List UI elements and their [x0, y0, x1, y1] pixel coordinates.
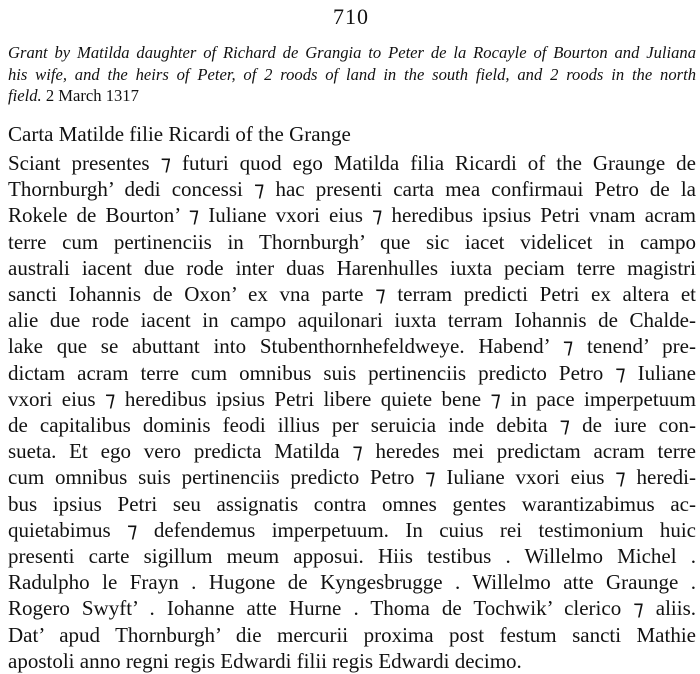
summary-line: his wife, and the heirs of Peter, of 2 roods of land in the south field, and 2 roods in the north	[8, 64, 696, 84]
charter-heading: Carta Matilde filie Ricardi of the Grange	[8, 122, 351, 146]
charter-line: de capitalibus dominis feodi illius per seruicia inde debita ⁊ de iure con-	[8, 413, 696, 438]
charter-line: australi iacent due rode inter duas Harenhulles iuxta peciam terre magistri	[8, 255, 696, 280]
charter-line: alie due rode iacent in campo aquilonari iuxta terram Iohannis de Chalde-	[8, 308, 696, 333]
charter-line: vxori eius ⁊ heredibus ipsius Petri libere quiete bene ⁊ in pace imperpetuum	[8, 386, 696, 411]
charter-line: lake que se abuttant into Stubenthornhefeldweye. Habend’ ⁊ tenend’ pre-	[8, 334, 696, 359]
charter-line: Dat’ apud Thornburgh’ die mercurii proxima post festum sancti Mathie	[8, 622, 696, 647]
charter-line: terre cum pertinenciis in Thornburgh’ que sic iacet videlicet in campo	[8, 229, 696, 254]
summary-date: 2 March 1317	[45, 86, 139, 105]
charter-line: apostoli anno regni regis Edwardi filii regis Edwardi decimo.	[8, 648, 522, 673]
charter-line: sueta. Et ego vero predicta Matilda ⁊ heredes mei predictam acram terre	[8, 439, 696, 464]
charter-line: bus ipsius Petri seu assignatis contra omnes gentes warantizabimus ac-	[8, 491, 696, 516]
charter-line: Rogero Swyft’ . Iohanne atte Hurne . Thoma de Tochwik’ clerico ⁊ aliis.	[8, 596, 696, 621]
charter-line: Radulpho le Frayn . Hugone de Kyngesbrugge . Willelmo atte Graunge .	[8, 570, 696, 595]
charter-line: Sciant presentes ⁊ futuri quod ego Matilda filia Ricardi of the Graunge de	[8, 151, 696, 175]
summary-last-line	[8, 85, 696, 107]
charter-line: sancti Iohannis de Oxon’ ex vna parte ⁊ terram predicti Petri ex altera et	[8, 282, 696, 307]
summary-last-text: field.	[8, 86, 42, 105]
charter-text	[8, 150, 696, 674]
charter-line: quietabimus ⁊ defendemus imperpetuum. In cuius rei testimonium huic	[8, 517, 696, 542]
summary-line: Grant by Matilda daughter of Richard de Grangia to Peter de la Rocayle of Bourton and Juliana	[8, 43, 696, 62]
page-number: 710	[333, 4, 369, 29]
charter-summary	[8, 42, 696, 107]
charter-line: cum omnibus suis pertinenciis predicto Petro ⁊ Iuliane vxori eius ⁊ heredi-	[8, 465, 696, 490]
charter-line: Rokele de Bourton’ ⁊ Iuliane vxori eius ⁊ heredibus ipsius Petri vnam acram	[8, 203, 696, 228]
charter-line: Thornburgh’ dedi concessi ⁊ hac presenti carta mea confirmaui Petro de la	[8, 177, 696, 202]
charter-line: dictam acram terre cum omnibus suis pertinenciis predicto Petro ⁊ Iuliane	[8, 360, 696, 385]
charter-line: presenti carte sigillum meum apposui. Hiis testibus . Willelmo Michel .	[8, 544, 696, 569]
